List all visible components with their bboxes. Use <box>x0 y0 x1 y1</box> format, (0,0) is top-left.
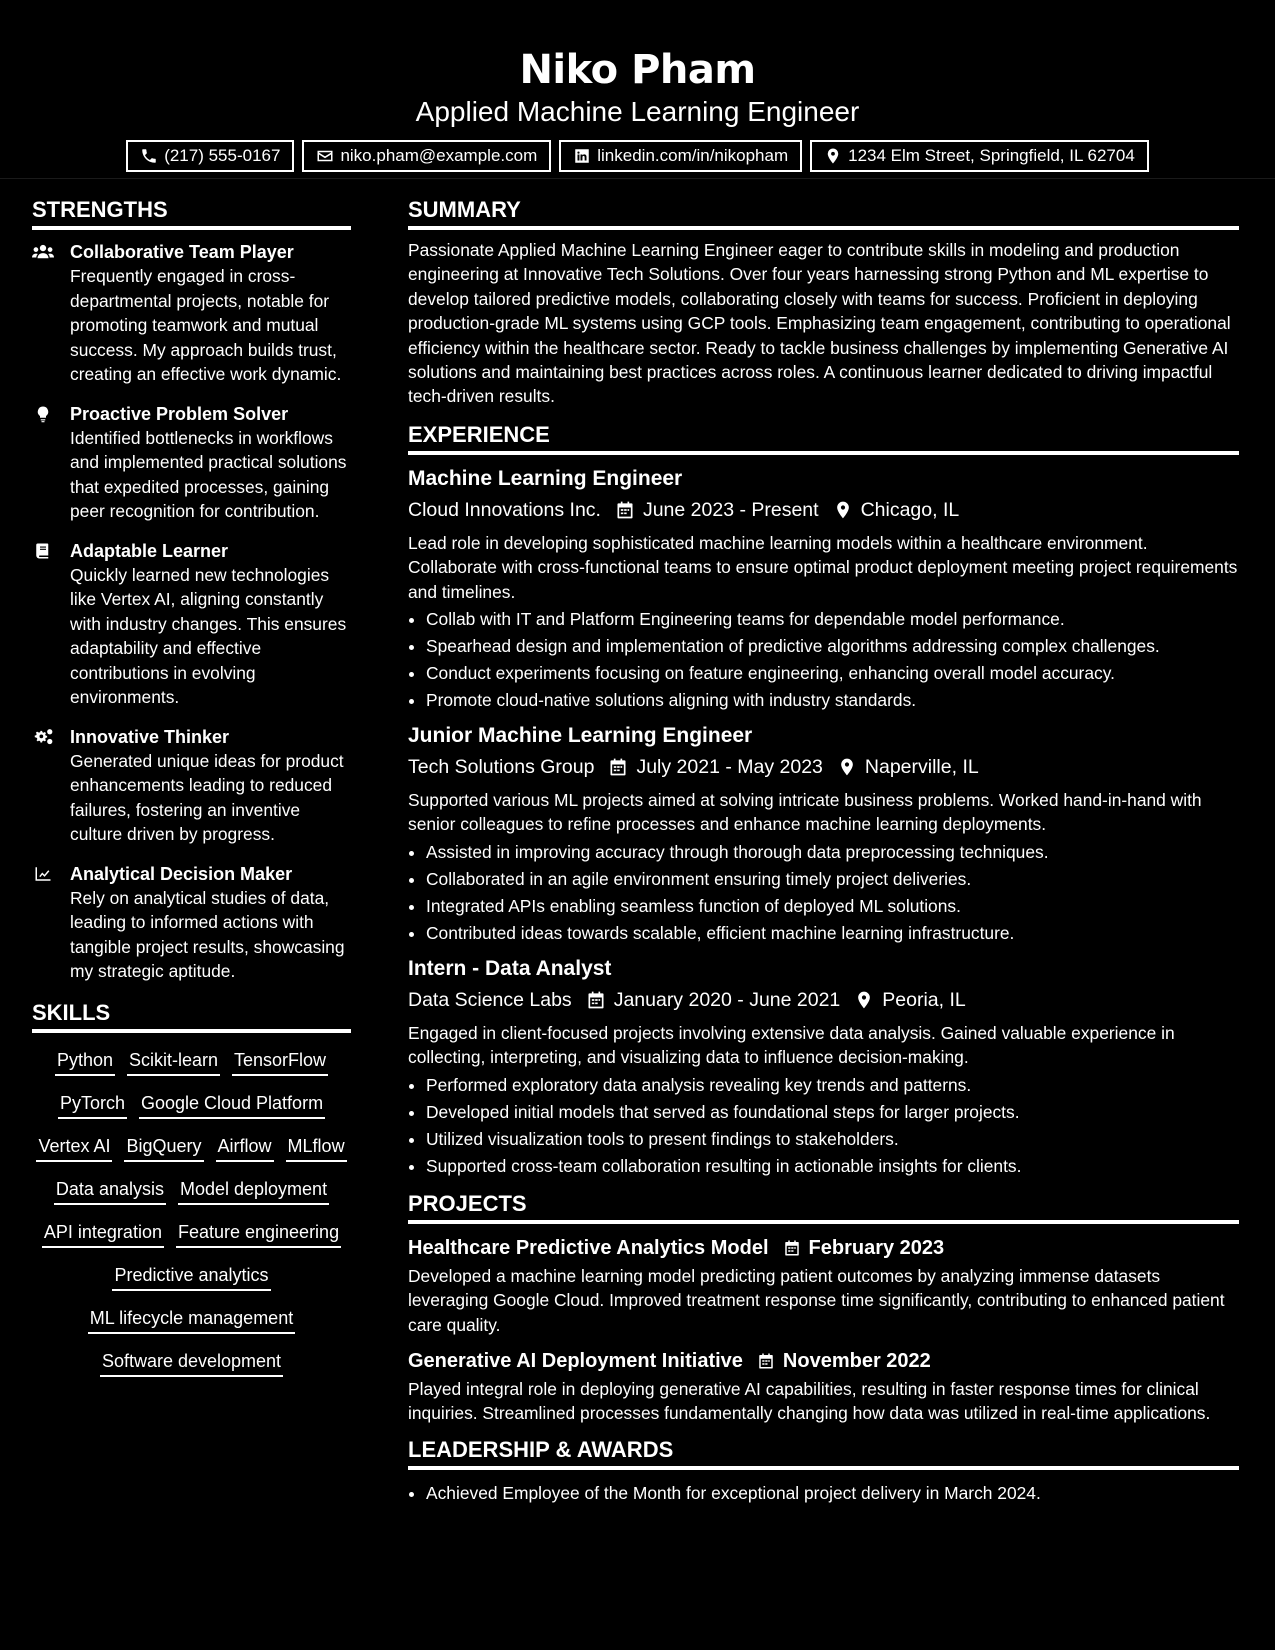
skill-tag: BigQuery <box>124 1133 203 1162</box>
project-date: November 2022 <box>782 1349 931 1372</box>
contact-linkedin[interactable] <box>559 140 802 172</box>
list-item: • Promote cloud-native solutions aligning with industry standards. <box>426 687 1239 714</box>
map-pin-icon <box>824 147 842 165</box>
skill-tag: MLflow <box>286 1133 347 1162</box>
strength-desc: Generated unique ideas for product enhancements leading to reduced failures, fostering an inventive culture driven by progress. <box>70 750 344 844</box>
project-entry <box>408 1234 1239 1337</box>
skill-tag: Predictive analytics <box>112 1262 270 1291</box>
experience-heading: EXPERIENCE <box>408 421 1239 455</box>
calendar-icon <box>615 500 635 520</box>
contact-phone-text: (217) 555-0167 <box>164 146 281 165</box>
job-title: Junior Machine Learning Engineer <box>408 724 753 748</box>
project-description: Developed a machine learning model predicting patient outcomes by analyzing immense datasets leveraging Google Cloud. Improved treatment response time significantly, contributing to enhanced patient care quality. <box>408 1265 1225 1335</box>
job-location: Peoria, IL <box>882 988 966 1011</box>
left-column <box>32 196 351 1377</box>
phone-icon <box>140 147 158 165</box>
skill-tag: Airflow <box>216 1133 274 1162</box>
project-title: Generative AI Deployment Initiative <box>408 1349 743 1372</box>
contact-phone[interactable] <box>126 140 294 172</box>
skills-list <box>32 1043 351 1377</box>
list-item: • Spearhead design and implementation of predictive algorithms addressing complex challenges. <box>426 633 1239 660</box>
job-title: Intern - Data Analyst <box>408 956 612 980</box>
calendar-icon <box>757 1352 775 1370</box>
strength-title: Analytical Decision Maker <box>70 863 293 884</box>
job-entry <box>408 955 1239 1180</box>
users-icon <box>32 243 54 261</box>
strength-desc: Quickly learned new technologies like Vertex AI, aligning constantly with industry changes. This ensures adaptability and effective contributions in evolving environments. <box>70 564 347 707</box>
list-item: • Contributed ideas towards scalable, efficient machine learning infrastructure. <box>426 920 1239 947</box>
list-item: • Achieved Employee of the Month for exceptional project delivery in March 2024. <box>426 1480 1239 1507</box>
list-item: • Integrated APIs enabling seamless function of deployed ML solutions. <box>426 893 1239 920</box>
job-title: Machine Learning Engineer <box>408 466 683 490</box>
projects-heading: PROJECTS <box>408 1190 1239 1224</box>
right-column <box>408 196 1239 1507</box>
gears-icon <box>32 728 54 746</box>
list-item: • Developed initial models that served as foundational steps for larger projects. <box>426 1099 1239 1126</box>
calendar-icon <box>608 757 628 777</box>
skill-tag: API integration <box>42 1219 164 1248</box>
strength-item <box>32 862 351 984</box>
skill-tag: Model deployment <box>178 1176 329 1205</box>
map-pin-icon <box>837 757 857 777</box>
strength-desc: Identified bottlenecks in workflows and implemented practical solutions that expedited processes, gaining peer recognition for contribution. <box>70 427 347 521</box>
skill-tag: Software development <box>100 1348 283 1377</box>
list-item: • Assisted in improving accuracy through thorough data preprocessing techniques. <box>426 839 1239 866</box>
calendar-icon <box>586 990 606 1010</box>
job-company: Cloud Innovations Inc. <box>408 498 601 521</box>
project-date: February 2023 <box>808 1236 945 1259</box>
candidate-title: Applied Machine Learning Engineer <box>415 96 860 127</box>
strength-title: Innovative Thinker <box>70 726 230 747</box>
job-description: Lead role in developing sophisticated machine learning models within a healthcare environment. Collaborate with cross-functional teams to ensure optimal product deployment meeting project requirements and timelines. <box>408 532 1238 602</box>
skill-tag: Data analysis <box>54 1176 166 1205</box>
skill-tag: Python <box>55 1047 115 1076</box>
list-item: • Supported cross-team collaboration resulting in actionable insights for clients. <box>426 1153 1239 1180</box>
map-pin-icon <box>833 500 853 520</box>
strengths-heading: STRENGTHS <box>32 196 351 230</box>
summary-text: Passionate Applied Machine Learning Engineer eager to contribute skills in modeling and production engineering at Innovative Tech Solutions. Over four years harnessing strong Python and ML expertise to develop tailored predictive models, collaborating closely with teams for success. Proficient in deploying production-grade ML systems using GCP tools. Emphasizing team engagement, contributing to operational efficiency within the healthcare sector. Ready to tackle business challenges by implementing Generative AI solutions and maintaining best practices across roles. A continuous learner dedicated to driving impactful tech-driven results. <box>408 240 1231 407</box>
project-entry <box>408 1347 1239 1426</box>
contact-bar <box>0 140 1275 172</box>
strength-item <box>32 240 351 387</box>
contact-email[interactable] <box>302 140 551 172</box>
resume-header <box>0 0 1275 179</box>
linkedin-icon <box>573 147 591 165</box>
job-bullets <box>408 606 1239 714</box>
skill-tag: PyTorch <box>58 1090 127 1119</box>
list-item: • Performed exploratory data analysis revealing key trends and patterns. <box>426 1072 1239 1099</box>
leadership-list <box>408 1480 1239 1507</box>
job-description: Supported various ML projects aimed at solving intricate business problems. Worked hand-in-hand with senior colleagues to refine processes and enhance machine learning deployments. <box>408 790 1202 835</box>
list-item: • Utilized visualization tools to present findings to stakeholders. <box>426 1126 1239 1153</box>
job-entry <box>408 465 1239 714</box>
skill-tag: Feature engineering <box>176 1219 341 1248</box>
job-bullets <box>408 1072 1239 1180</box>
calendar-icon <box>783 1239 801 1257</box>
skill-tag: Google Cloud Platform <box>139 1090 325 1119</box>
strength-item <box>32 725 351 847</box>
strength-desc: Frequently engaged in cross-departmental projects, notable for promoting teamwork and mutual success. My approach builds trust, creating an effective work dynamic. <box>70 266 342 384</box>
skill-tag: ML lifecycle management <box>88 1305 295 1334</box>
skill-tag: TensorFlow <box>232 1047 328 1076</box>
contact-address <box>810 140 1149 172</box>
job-description: Engaged in client-focused projects involving extensive data analysis. Gained valuable experience in collecting, interpreting, and visualizing data to influence decision-making. <box>408 1022 1175 1068</box>
list-item: • Conduct experiments focusing on feature engineering, enhancing overall model accuracy. <box>426 660 1239 687</box>
job-entry <box>408 722 1239 947</box>
strength-desc: Rely on analytical studies of data, leading to informed actions with tangible project results, showcasing my strategic aptitude. <box>70 887 345 981</box>
strength-title: Proactive Problem Solver <box>70 403 289 424</box>
map-pin-icon <box>854 990 874 1010</box>
contact-linkedin-text: linkedin.com/in/nikopham <box>597 146 789 165</box>
list-item: • Collab with IT and Platform Engineering teams for dependable model performance. <box>426 606 1239 633</box>
job-location: Chicago, IL <box>860 498 960 521</box>
leadership-heading: LEADERSHIP & AWARDS <box>408 1436 1239 1470</box>
skills-heading: SKILLS <box>32 999 351 1033</box>
candidate-name: Niko Pham <box>519 47 756 93</box>
book-icon <box>32 542 54 560</box>
job-dates: January 2020 - June 2021 <box>613 988 841 1011</box>
job-location: Naperville, IL <box>864 756 979 779</box>
job-dates: June 2023 - Present <box>642 498 819 521</box>
job-company: Tech Solutions Group <box>408 756 595 779</box>
job-dates: July 2021 - May 2023 <box>636 756 823 779</box>
envelope-icon <box>316 147 334 165</box>
contact-address-text: 1234 Elm Street, Springfield, IL 62704 <box>848 146 1135 165</box>
chart-line-icon <box>32 865 54 883</box>
lightbulb-icon <box>32 405 54 423</box>
skill-tag: Vertex AI <box>36 1133 112 1162</box>
job-company: Data Science Labs <box>408 988 572 1011</box>
summary-heading: SUMMARY <box>408 196 1239 230</box>
strength-title: Adaptable Learner <box>70 540 229 561</box>
contact-email-text: niko.pham@example.com <box>340 146 538 165</box>
project-title: Healthcare Predictive Analytics Model <box>408 1236 769 1259</box>
list-item: • Collaborated in an agile environment ensuring timely project deliveries. <box>426 866 1239 893</box>
strength-title: Collaborative Team Player <box>70 242 294 262</box>
strength-item <box>32 539 351 710</box>
strength-item <box>32 402 351 524</box>
skill-tag: Scikit-learn <box>127 1047 220 1076</box>
project-description: Played integral role in deploying generative AI capabilities, resulting in faster response times for clinical inquiries. Streamlined processes fundamentally changing how data was utilized in real-time applications. <box>408 1378 1211 1424</box>
job-bullets <box>408 839 1239 947</box>
